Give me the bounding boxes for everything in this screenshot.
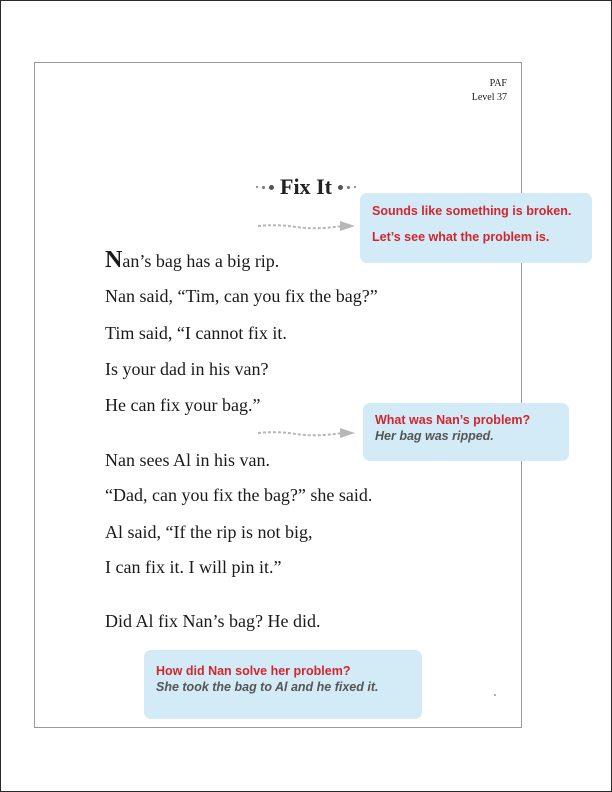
drop-cap: N — [105, 247, 123, 273]
level-label: Level 37 — [471, 92, 507, 103]
callout-problem — [363, 403, 569, 461]
story-line-8: Al said, “If the rip is not big, — [105, 522, 313, 542]
callout-1-line-1: Sounds like something is broken. — [372, 204, 572, 218]
story-line-10: Did Al fix Nan’s bag? He did. — [105, 611, 321, 631]
callout-1-line-2: Let’s see what the problem is. — [372, 230, 550, 244]
story-line-1 — [105, 247, 279, 274]
story-line-7: “Dad, can you fix the bag?” she said. — [105, 485, 373, 505]
callout-2-answer: Her bag was ripped. — [375, 429, 494, 443]
story-line-3: Tim said, “I cannot fix it. — [105, 323, 287, 343]
level-tag — [472, 77, 507, 105]
story-line-6: Nan sees Al in his van. — [105, 450, 270, 470]
title-dots-left — [256, 185, 274, 190]
story-line-4: Is your dad in his van? — [105, 359, 269, 379]
stray-mark — [494, 694, 496, 696]
story-title: Fix It — [280, 174, 332, 199]
story-line-2: Nan said, “Tim, can you fix the bag?” — [105, 286, 378, 306]
callout-2-question: What was Nan’s problem? — [375, 413, 531, 427]
callout-3-answer: She took the bag to Al and he fixed it. — [156, 680, 379, 694]
callout-arrow-2-icon — [256, 427, 358, 439]
callout-solution — [144, 650, 422, 719]
story-line-9: I can fix it. I will pin it.” — [105, 557, 282, 577]
story-line-5: He can fix your bag.” — [105, 395, 261, 415]
callout-arrow-1-icon — [256, 220, 358, 232]
callout-think-aloud — [360, 193, 592, 263]
title-dots-right — [338, 185, 356, 190]
callout-3-question: How did Nan solve her problem? — [156, 664, 351, 678]
story-line-1-text: an’s bag has a big rip. — [122, 251, 280, 271]
program-label: PAF — [489, 78, 507, 89]
